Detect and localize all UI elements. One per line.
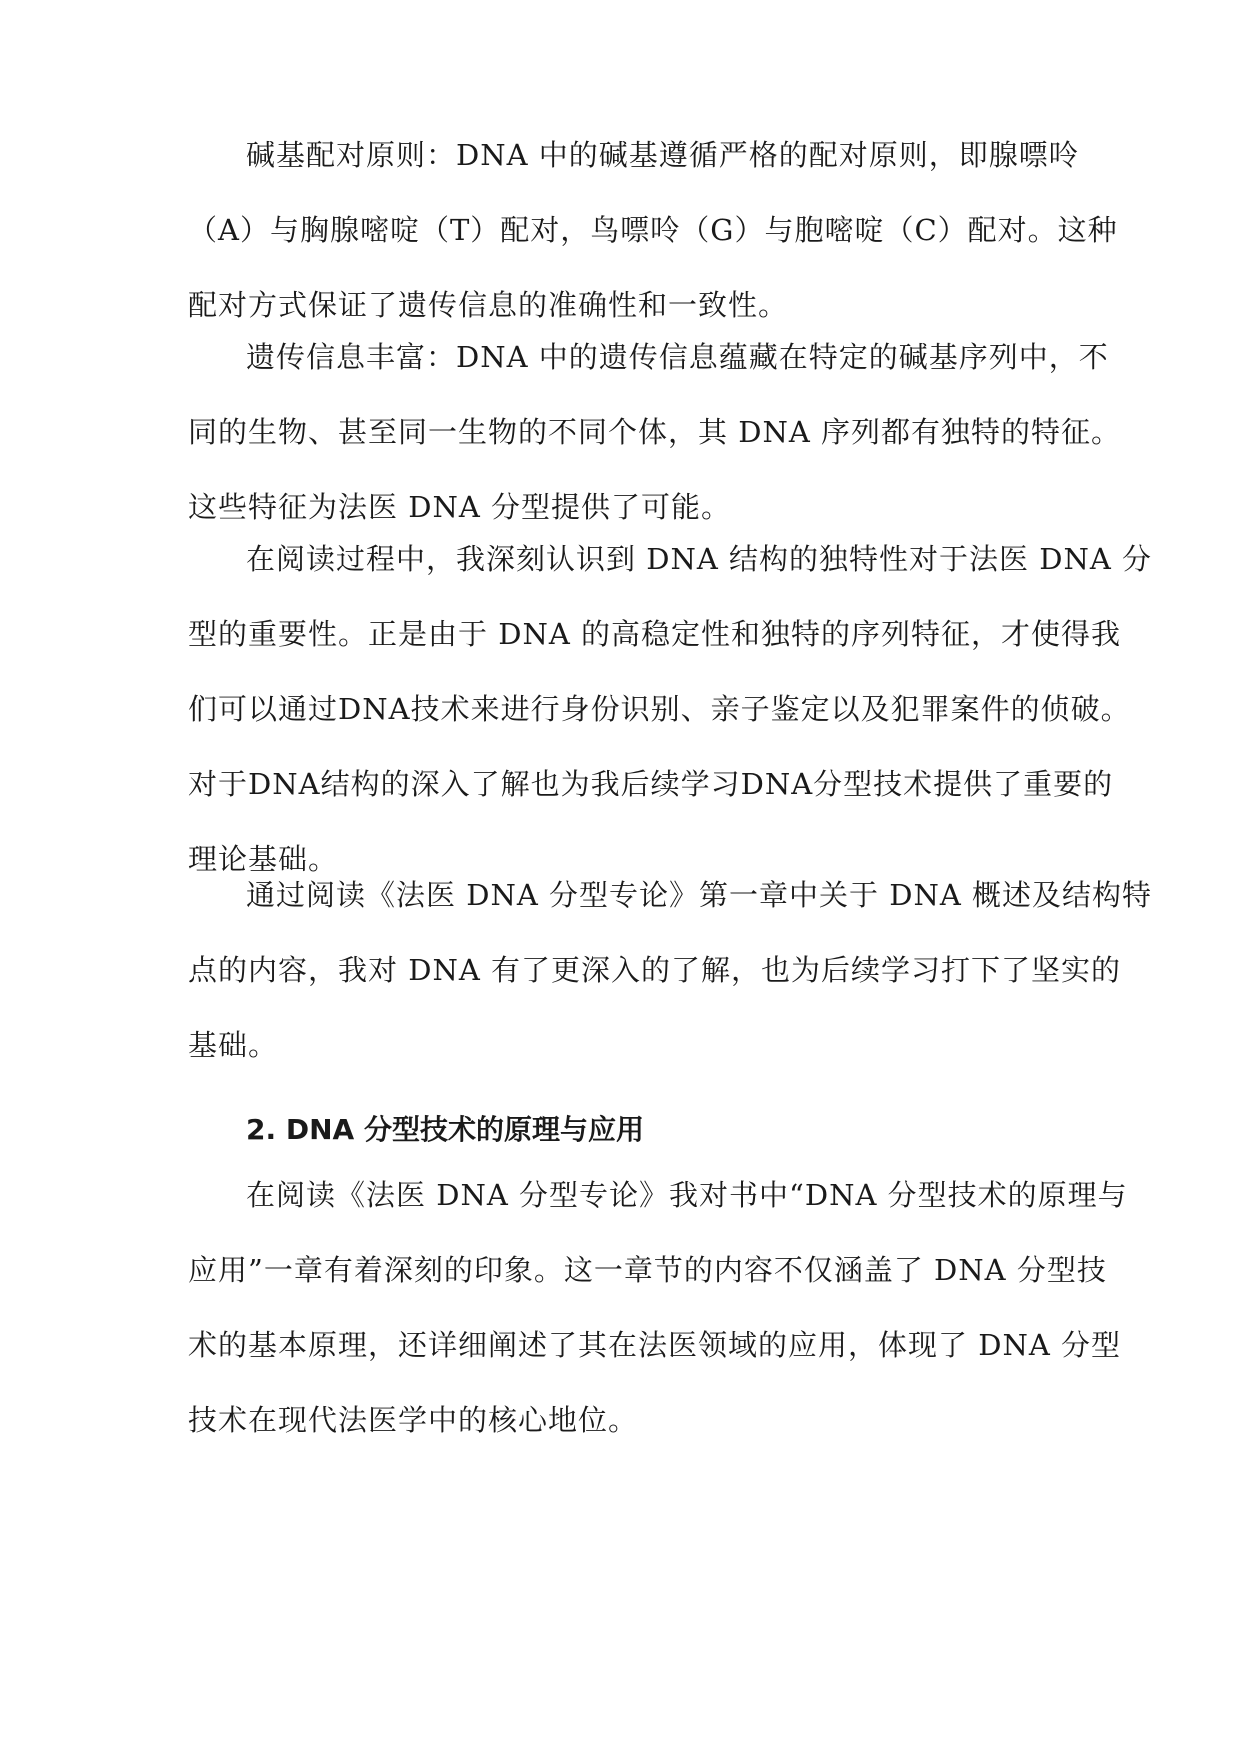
text-line: 术的基本原理，还详细阐述了其在法医领域的应用，体现了 DNA 分型 — [188, 1328, 1122, 1362]
text-line: 同的生物、甚至同一生物的不同个体，其 DNA 序列都有独特的特征。 — [188, 415, 1122, 449]
text-line: 们可以通过DNA技术来进行身份识别、亲子鉴定以及犯罪案件的侦破。 — [188, 692, 1131, 726]
text-line: 技术在现代法医学中的核心地位。 — [188, 1403, 639, 1437]
text-line: （A）与胸腺嘧啶（T）配对，鸟嘌呤（G）与胞嘧啶（C）配对。这种 — [188, 213, 1118, 247]
text-line: 通过阅读《法医 DNA 分型专论》第一章中关于 DNA 概述及结构特 — [246, 878, 1153, 912]
text-line: 点的内容，我对 DNA 有了更深入的了解，也为后续学习打下了坚实的 — [188, 953, 1122, 987]
text-line: 这些特征为法医 DNA 分型提供了可能。 — [188, 490, 732, 524]
paragraph-chapter-summary — [188, 858, 1153, 1083]
text-line: 遗传信息丰富：DNA 中的遗传信息蕴藏在特定的碱基序列中，不 — [246, 340, 1109, 374]
paragraph-reading-reflection — [188, 522, 1153, 897]
text-line: 应用”一章有着深刻的印象。这一章节的内容不仅涵盖了 DNA 分型技 — [188, 1253, 1107, 1287]
text-line: 理论基础。 — [188, 842, 339, 876]
text-line: 对于DNA结构的深入了解也为我后续学习DNA分型技术提供了重要的 — [188, 767, 1114, 801]
section-heading: 2. DNA 分型技术的原理与应用 — [246, 1113, 644, 1146]
text-line: 基础。 — [188, 1028, 279, 1062]
text-line: 型的重要性。正是由于 DNA 的高稳定性和独特的序列特征，才使得我 — [188, 617, 1122, 651]
paragraph-base-pairing — [188, 118, 1118, 343]
text-line: 碱基配对原则：DNA 中的碱基遵循严格的配对原则，即腺嘌呤 — [246, 138, 1079, 172]
text-line: 配对方式保证了遗传信息的准确性和一致性。 — [188, 288, 789, 322]
paragraph-section-intro — [188, 1158, 1128, 1458]
text-line: 在阅读过程中，我深刻认识到 DNA 结构的独特性对于法医 DNA 分 — [246, 542, 1153, 576]
paragraph-genetic-info — [188, 320, 1122, 545]
text-line: 在阅读《法医 DNA 分型专论》我对书中“DNA 分型技术的原理与 — [246, 1178, 1128, 1212]
